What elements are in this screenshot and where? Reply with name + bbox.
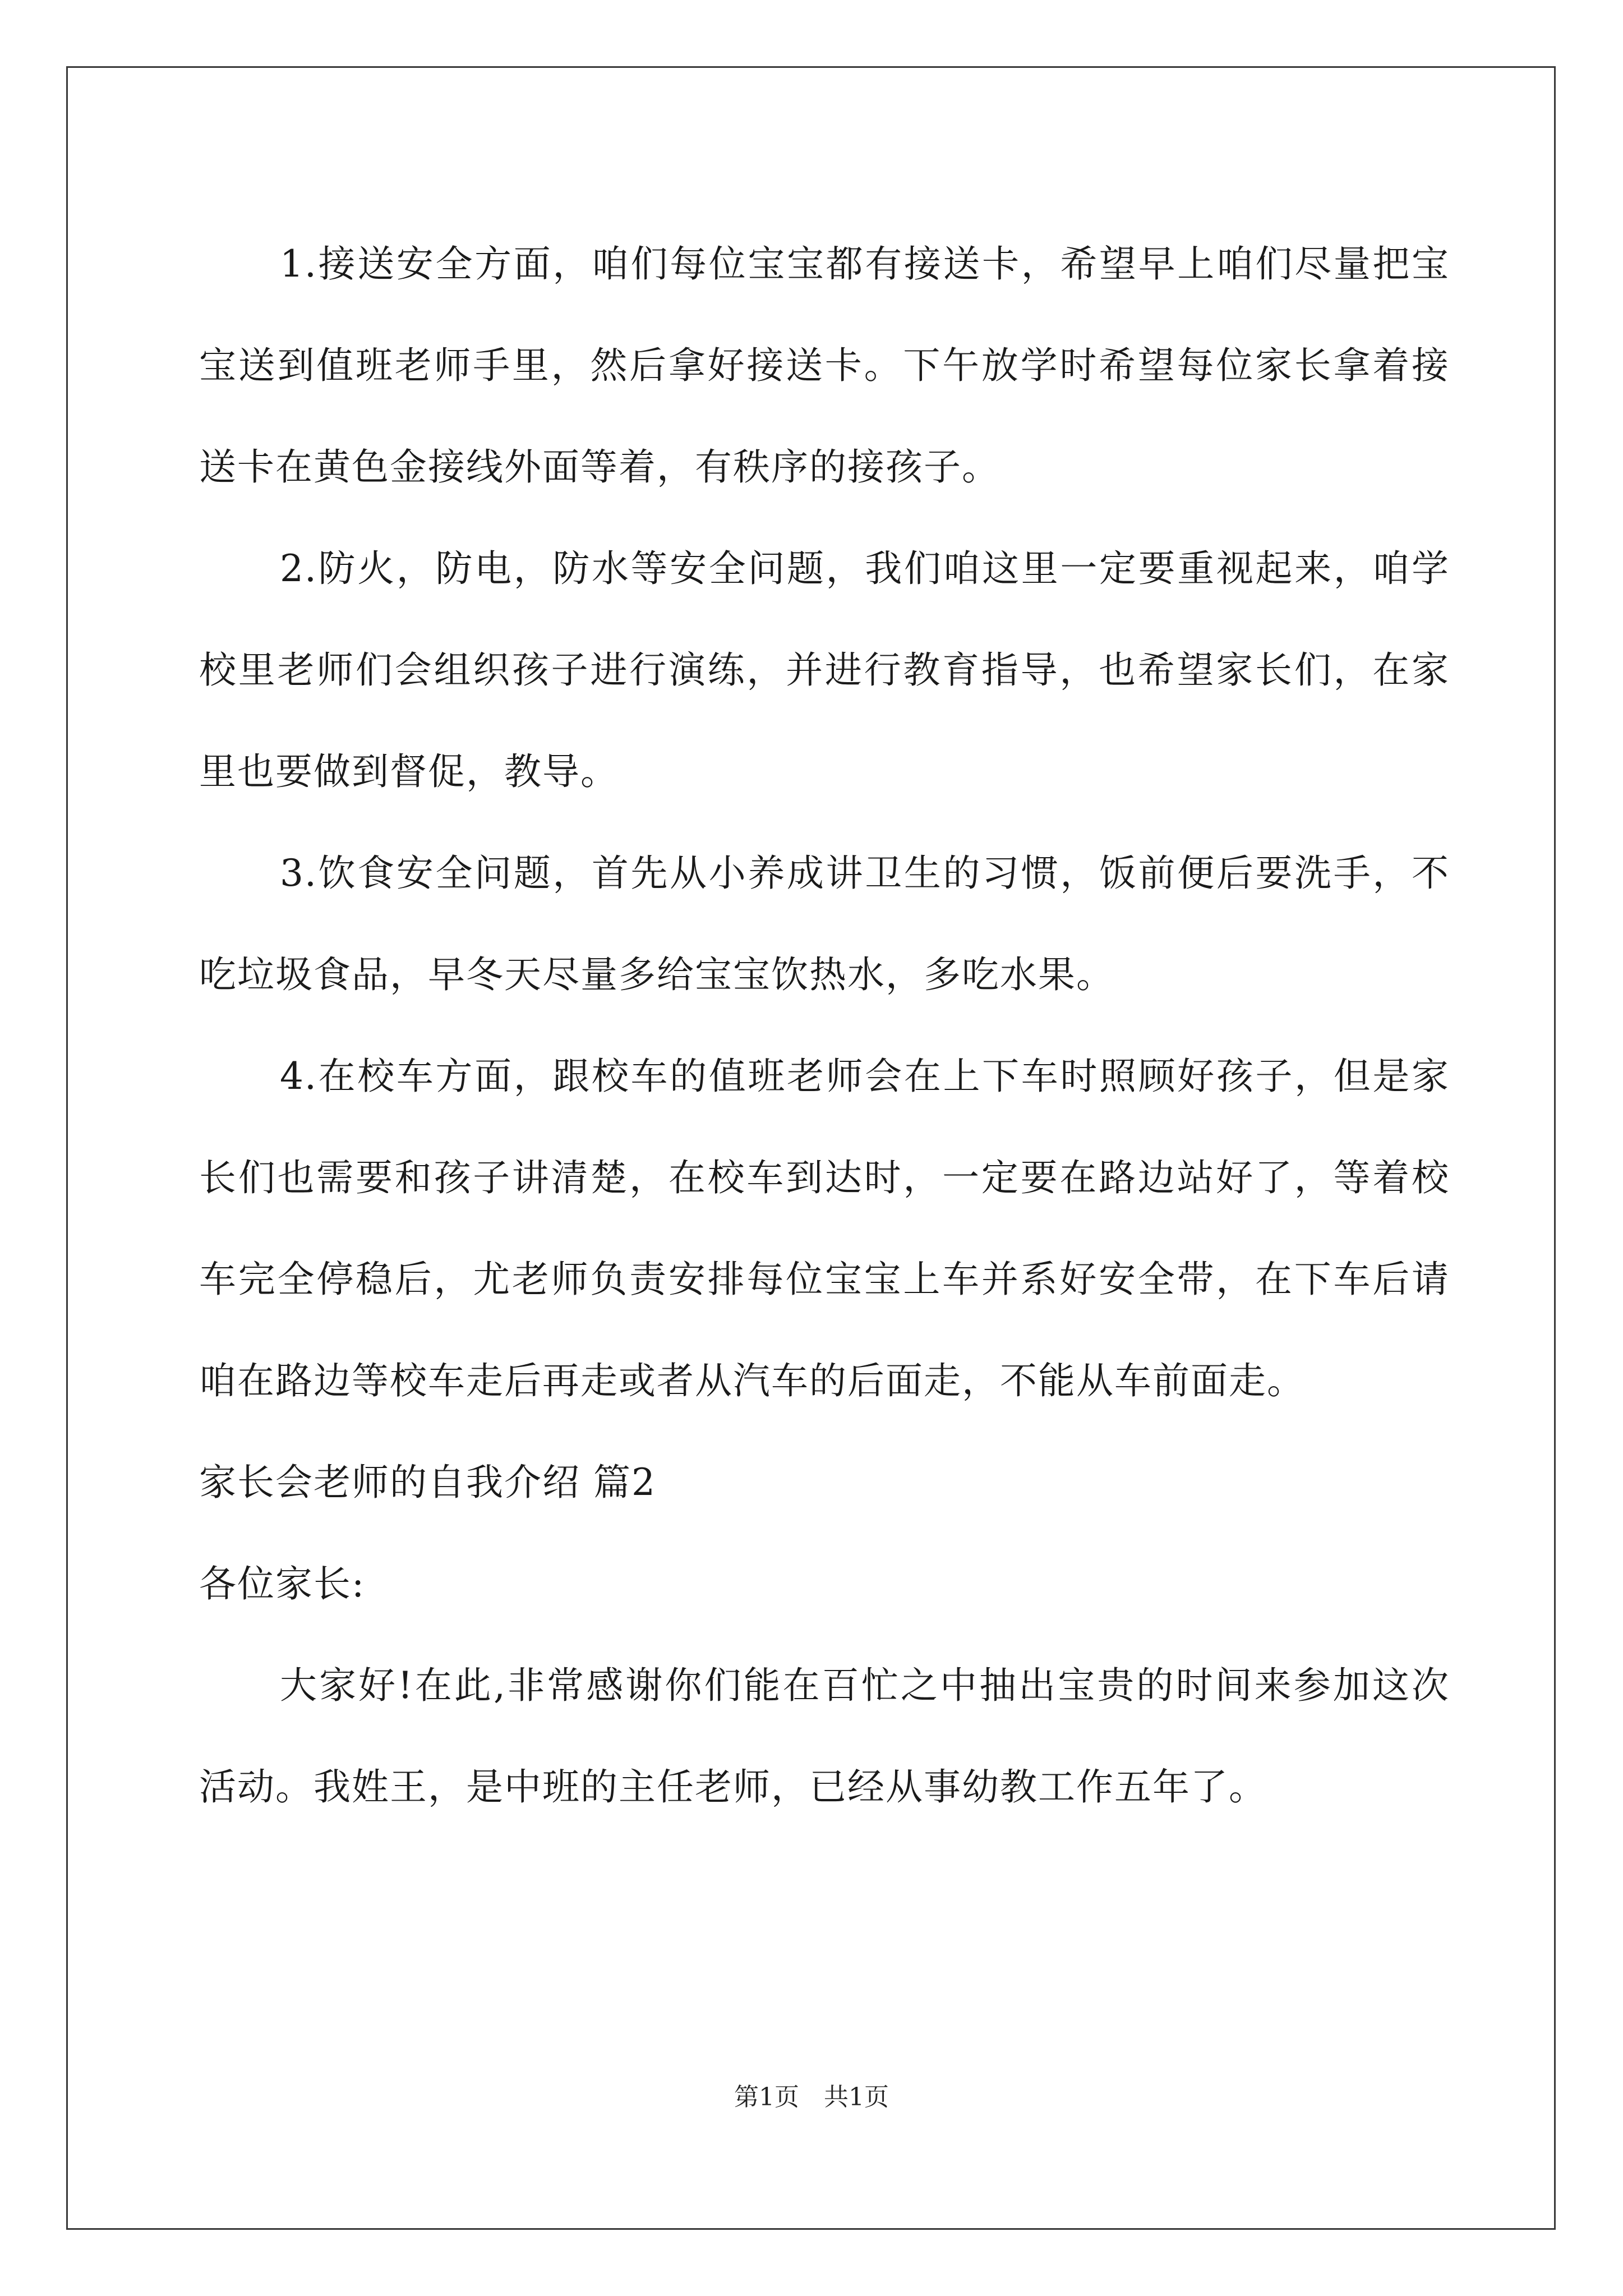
paragraph-fire-electric-water-safety: 2.防火，防电，防水等安全问题，我们咱这里一定要重视起来，咱学校里老师们会组织孩子进行演练，并进行教育指导，也希望家长们，在家里也要做到督促，教导。 <box>199 547 1450 793</box>
paragraph-food-safety: 3.饮食安全问题，首先从小养成讲卫生的习惯，饭前便后要洗手，不吃垃圾食品，早冬天尽量多给宝宝饮热水，多吃水果。 <box>199 852 1450 996</box>
paragraph-pickup-safety: 1.接送安全方面，咱们每位宝宝都有接送卡，希望早上咱们尽量把宝宝送到值班老师手里，然后拿好接送卡。下午放学时希望每位家长拿着接送卡在黄色金接线外面等着，有秩序的接孩子。 <box>199 242 1450 489</box>
salutation: 各位家长: <box>199 1562 366 1605</box>
document-body <box>199 213 1450 1838</box>
paragraph-school-bus-safety: 4.在校车方面，跟校车的值班老师会在上下车时照顾好孩子，但是家长们也需要和孩子讲清楚，在校车到达时，一定要在路边站好了，等着校车完全停稳后，尤老师负责安排每位宝宝上车并系好安全带，在下车后请咱在路边等校车走后再走或者从汽车的后面走，不能从车前面走。 <box>199 1055 1450 1402</box>
page-number-footer: 第1页 共1页 <box>734 2083 889 2111</box>
paragraph-self-introduction: 大家好!在此,非常感谢你们能在百忙之中抽出宝贵的时间来参加这次活动。我姓王，是中班的主任老师，已经从事幼教工作五年了。 <box>199 1664 1450 1809</box>
section-heading: 家长会老师的自我介绍 篇2 <box>199 1461 656 1504</box>
